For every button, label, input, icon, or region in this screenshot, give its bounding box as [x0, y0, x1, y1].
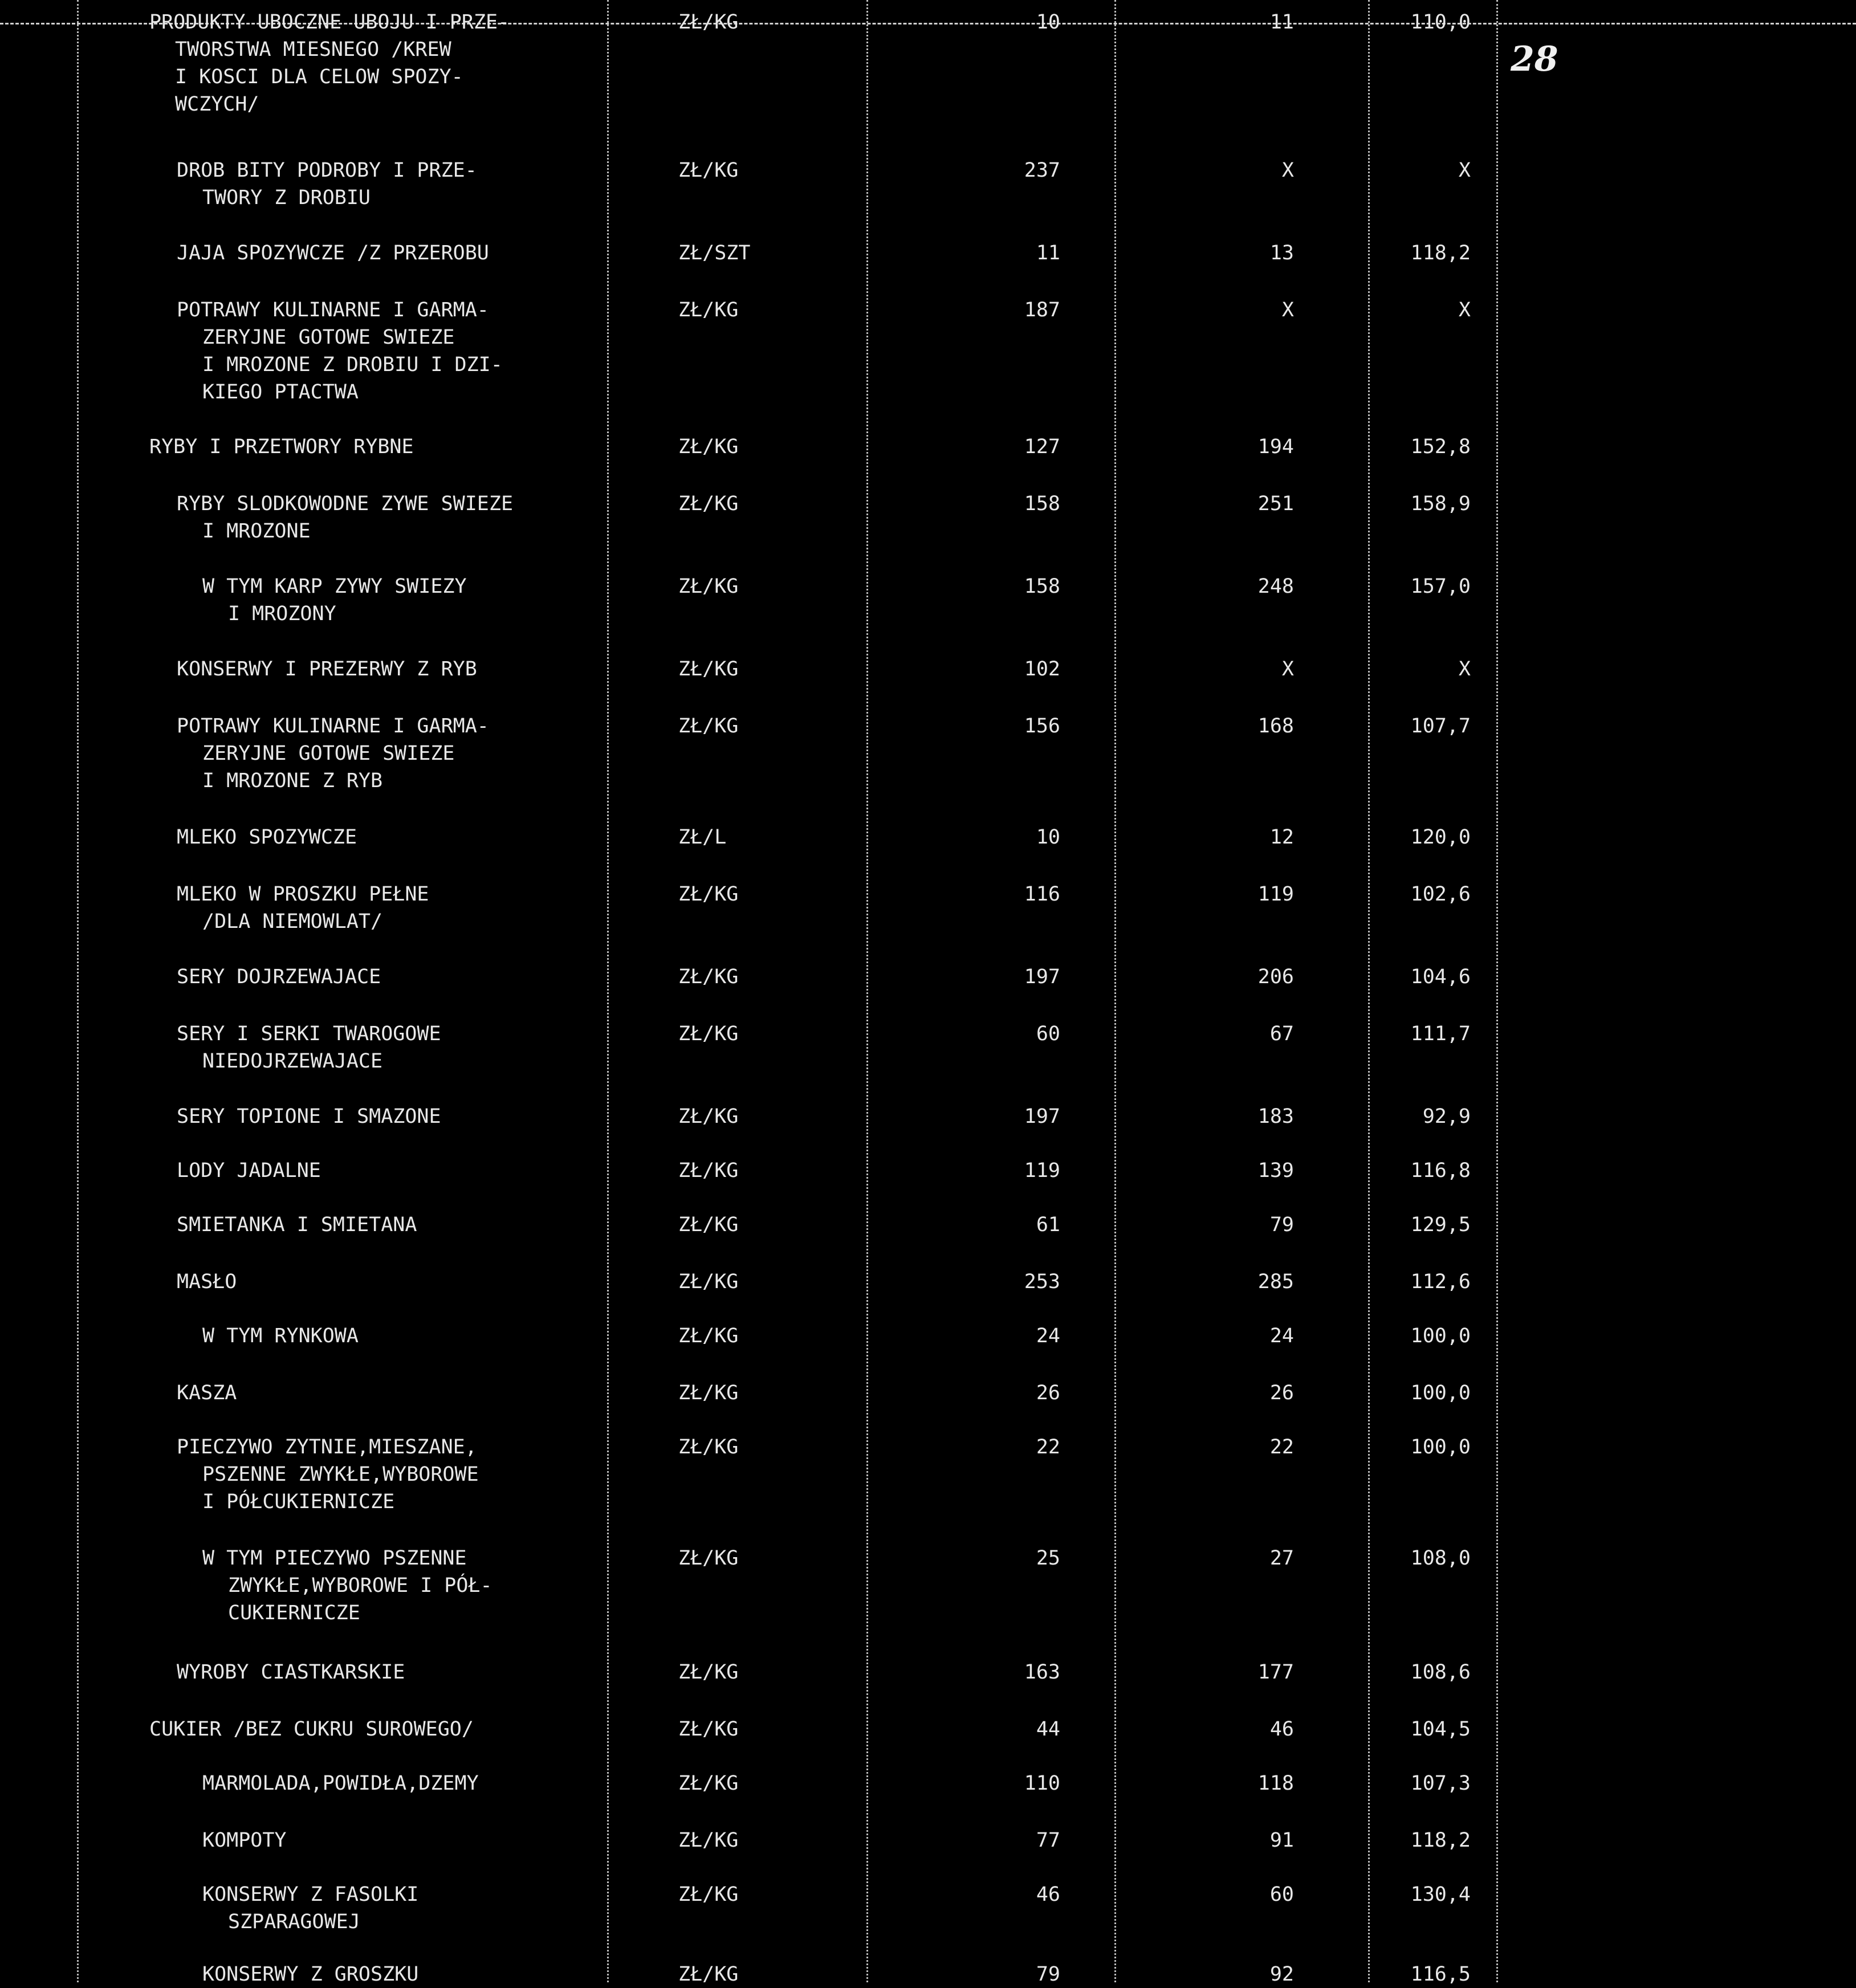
value-1-cell: 116 [1024, 883, 1060, 906]
product-name-line: I PÓŁCUKIERNICZE [202, 1490, 395, 1513]
value-2-cell: X [1281, 658, 1294, 681]
product-name-line: I MROZONE Z DROBIU I DZI- [202, 353, 503, 376]
unit-cell: ZŁ/KG [678, 1382, 739, 1404]
value-2-cell: 12 [1269, 826, 1294, 849]
value-1-cell: 61 [1036, 1213, 1060, 1236]
product-name [177, 824, 621, 851]
value-2-cell: 251 [1257, 492, 1294, 515]
index-cell: 100,0 [1410, 1325, 1471, 1347]
index-cell: 102,6 [1410, 883, 1471, 906]
value-2-cell: 139 [1257, 1159, 1294, 1182]
product-name-line: LODY JADALNE [177, 1159, 321, 1182]
product-name [177, 1433, 621, 1516]
value-2-cell: 91 [1269, 1829, 1294, 1852]
index-cell: 92,9 [1422, 1105, 1471, 1128]
product-name-line: MLEKO W PROSZKU PEŁNE [177, 883, 429, 906]
product-name-line: ZERYJNE GOTOWE SWIEZE [202, 742, 455, 765]
unit-cell: ZŁ/KG [678, 1963, 739, 1986]
unit-cell: ZŁ/KG [678, 1159, 739, 1182]
unit-cell: ZŁ/KG [678, 159, 739, 182]
value-1-cell: 158 [1024, 575, 1060, 598]
product-name-line: POTRAWY KULINARNE I GARMA- [177, 299, 489, 321]
value-1-cell: 25 [1036, 1547, 1060, 1570]
index-cell: 100,0 [1410, 1436, 1471, 1459]
value-1-cell: 10 [1036, 826, 1060, 849]
product-name [177, 1268, 621, 1296]
unit-cell: ZŁ/KG [678, 1661, 739, 1684]
index-cell: 152,8 [1410, 435, 1471, 458]
value-1-cell: 156 [1024, 715, 1060, 738]
value-2-cell: 168 [1257, 715, 1294, 738]
value-2-cell: 92 [1269, 1963, 1294, 1986]
unit-cell: ZŁ/SZT [678, 242, 751, 264]
value-1-cell: 77 [1036, 1829, 1060, 1852]
value-2-cell: 206 [1257, 966, 1294, 988]
index-cell: 110,0 [1410, 11, 1471, 34]
index-cell: 107,7 [1410, 715, 1471, 738]
product-name [177, 1103, 621, 1130]
product-name-line: PIECZYWO ZYTNIE,MIESZANE, [177, 1436, 477, 1459]
product-name-line: MLEKO SPOZYWCZE [177, 826, 357, 849]
product-name-line: KIEGO PTACTWA [202, 381, 359, 404]
product-name [202, 573, 647, 628]
value-1-cell: 119 [1024, 1159, 1060, 1182]
unit-cell: ZŁ/KG [678, 1718, 739, 1741]
value-1-cell: 79 [1036, 1963, 1060, 1986]
product-name-line: SMIETANKA I SMIETANA [177, 1213, 417, 1236]
column-divider-v1 [1114, 0, 1116, 1982]
index-cell: 118,2 [1410, 1829, 1471, 1852]
unit-cell: ZŁ/KG [678, 1547, 739, 1570]
product-name-line: CUKIER /BEZ CUKRU SUROWEGO/ [149, 1718, 474, 1741]
index-cell: 129,5 [1410, 1213, 1471, 1236]
unit-cell: ZŁ/L [678, 826, 727, 849]
product-name-line: POTRAWY KULINARNE I GARMA- [177, 715, 489, 738]
product-name [177, 1020, 621, 1075]
product-name [202, 1545, 647, 1627]
value-2-cell: 67 [1269, 1022, 1294, 1045]
unit-cell: ZŁ/KG [678, 1883, 739, 1906]
product-name-line: SZPARAGOWEJ [228, 1910, 360, 1933]
product-name [202, 1961, 647, 1988]
index-cell: 104,6 [1410, 966, 1471, 988]
product-name [177, 1659, 621, 1686]
unit-cell: ZŁ/KG [678, 1829, 739, 1852]
unit-cell: ZŁ/KG [678, 1436, 739, 1459]
value-1-cell: 237 [1024, 159, 1060, 182]
index-cell: 118,2 [1410, 242, 1471, 264]
value-1-cell: 11 [1036, 242, 1060, 264]
product-name [177, 655, 621, 683]
unit-cell: ZŁ/KG [678, 1105, 739, 1128]
product-name [177, 239, 621, 267]
product-name [149, 1716, 594, 1743]
product-name-line: KASZA [177, 1382, 237, 1404]
index-cell: 104,5 [1410, 1718, 1471, 1741]
product-name-line: I MROZONE [202, 520, 311, 543]
value-2-cell: 13 [1269, 242, 1294, 264]
value-2-cell: 11 [1269, 11, 1294, 34]
product-name-line: RYBY I PRZETWORY RYBNE [149, 435, 414, 458]
unit-cell: ZŁ/KG [678, 1270, 739, 1293]
product-name-line: I KOSCI DLA CELOW SPOZY- [175, 66, 463, 88]
value-1-cell: 197 [1024, 966, 1060, 988]
index-cell: 108,6 [1410, 1661, 1471, 1684]
product-name-line: /DLA NIEMOWLAT/ [202, 910, 383, 933]
unit-cell: ZŁ/KG [678, 1213, 739, 1236]
product-name-line: MARMOLADA,POWIDŁA,DZEMY [202, 1772, 479, 1795]
product-name-line: ZWYKŁE,WYBOROWE I PÓŁ- [228, 1574, 493, 1597]
product-name [177, 296, 621, 406]
column-divider-left [77, 0, 79, 1982]
unit-cell: ZŁ/KG [678, 492, 739, 515]
value-2-cell: 119 [1257, 883, 1294, 906]
unit-cell: ZŁ/KG [678, 883, 739, 906]
product-name-line: W TYM RYNKOWA [202, 1325, 359, 1347]
product-name-line: I MROZONE Z RYB [202, 769, 383, 792]
product-name-line: NIEDOJRZEWAJACE [202, 1050, 383, 1073]
value-1-cell: 10 [1036, 11, 1060, 34]
index-cell: 120,0 [1410, 826, 1471, 849]
value-2-cell: 24 [1269, 1325, 1294, 1347]
product-name-line: TWORSTWA MIESNEGO /KREW [175, 38, 451, 61]
value-1-cell: 197 [1024, 1105, 1060, 1128]
index-cell: X [1458, 299, 1471, 321]
product-name-line: KONSERWY I PREZERWY Z RYB [177, 658, 477, 681]
value-1-cell: 253 [1024, 1270, 1060, 1293]
index-cell: 111,7 [1410, 1022, 1471, 1045]
value-1-cell: 44 [1036, 1718, 1060, 1741]
product-name-line: MASŁO [177, 1270, 237, 1293]
value-2-cell: 79 [1269, 1213, 1294, 1236]
unit-cell: ZŁ/KG [678, 435, 739, 458]
value-2-cell: 118 [1257, 1772, 1294, 1795]
product-name [177, 881, 621, 935]
product-name [202, 1322, 647, 1350]
index-cell: 100,0 [1410, 1382, 1471, 1404]
product-name [202, 1770, 647, 1797]
product-name-line: JAJA SPOZYWCZE /Z PRZEROBU [177, 242, 489, 264]
product-name-line: KOMPOTY [202, 1829, 287, 1852]
value-2-cell: 285 [1257, 1270, 1294, 1293]
index-cell: 112,6 [1410, 1270, 1471, 1293]
value-2-cell: 60 [1269, 1883, 1294, 1906]
value-2-cell: 22 [1269, 1436, 1294, 1459]
unit-cell: ZŁ/KG [678, 1325, 739, 1347]
page-mark: 28 [1511, 39, 1558, 79]
product-name [149, 9, 594, 118]
product-name-line: DROB BITY PODROBY I PRZE- [177, 159, 477, 182]
product-name-line: CUKIERNICZE [228, 1602, 360, 1624]
product-name-line: I MROZONY [228, 602, 336, 625]
product-name [149, 433, 594, 461]
index-cell: 107,3 [1410, 1772, 1471, 1795]
product-name-line: WCZYCH/ [175, 93, 259, 116]
value-2-cell: 248 [1257, 575, 1294, 598]
product-name [202, 1827, 647, 1854]
index-cell: 130,4 [1410, 1883, 1471, 1906]
value-2-cell: 177 [1257, 1661, 1294, 1684]
value-1-cell: 127 [1024, 435, 1060, 458]
product-name [177, 1211, 621, 1239]
value-2-cell: X [1281, 299, 1294, 321]
product-name [177, 157, 621, 211]
product-name [177, 963, 621, 991]
product-name-line: SERY TOPIONE I SMAZONE [177, 1105, 441, 1128]
unit-cell: ZŁ/KG [678, 11, 739, 34]
unit-cell: ZŁ/KG [678, 658, 739, 681]
value-1-cell: 158 [1024, 492, 1060, 515]
product-name-line: KONSERWY Z GROSZKU [202, 1963, 419, 1986]
product-name-line: W TYM PIECZYWO PSZENNE [202, 1547, 467, 1570]
product-name-line: SERY DOJRZEWAJACE [177, 966, 381, 988]
product-name-line: TWORY Z DROBIU [202, 186, 371, 209]
product-name-line: RYBY SLODKOWODNE ZYWE SWIEZE [177, 492, 514, 515]
product-name [177, 712, 621, 795]
value-1-cell: 24 [1036, 1325, 1060, 1347]
product-name-line: ZERYJNE GOTOWE SWIEZE [202, 326, 455, 349]
product-name [177, 1157, 621, 1184]
value-2-cell: 194 [1257, 435, 1294, 458]
product-name-line: PRODUKTY UBOCZNE UBOJU I PRZE- [149, 11, 510, 34]
unit-cell: ZŁ/KG [678, 1022, 739, 1045]
column-divider-right [1496, 0, 1498, 1982]
unit-cell: ZŁ/KG [678, 715, 739, 738]
value-1-cell: 187 [1024, 299, 1060, 321]
index-cell: 108,0 [1410, 1547, 1471, 1570]
value-1-cell: 102 [1024, 658, 1060, 681]
unit-cell: ZŁ/KG [678, 299, 739, 321]
index-cell: 116,5 [1410, 1963, 1471, 1986]
value-1-cell: 110 [1024, 1772, 1060, 1795]
value-1-cell: 46 [1036, 1883, 1060, 1906]
product-name-line: KONSERWY Z FASOLKI [202, 1883, 419, 1906]
value-2-cell: 26 [1269, 1382, 1294, 1404]
value-2-cell: 183 [1257, 1105, 1294, 1128]
product-name [177, 1379, 621, 1407]
index-cell: X [1458, 658, 1471, 681]
product-name-line: PSZENNE ZWYKŁE,WYBOROWE [202, 1463, 479, 1486]
product-name-line: WYROBY CIASTKARSKIE [177, 1661, 405, 1684]
unit-cell: ZŁ/KG [678, 966, 739, 988]
index-cell: 157,0 [1410, 575, 1471, 598]
unit-cell: ZŁ/KG [678, 1772, 739, 1795]
value-1-cell: 26 [1036, 1382, 1060, 1404]
product-name [202, 1881, 647, 1936]
product-name-line: SERY I SERKI TWAROGOWE [177, 1022, 441, 1045]
value-1-cell: 163 [1024, 1661, 1060, 1684]
value-2-cell: 46 [1269, 1718, 1294, 1741]
index-cell: 116,8 [1410, 1159, 1471, 1182]
value-2-cell: 27 [1269, 1547, 1294, 1570]
product-name [177, 490, 621, 545]
index-cell: X [1458, 159, 1471, 182]
value-2-cell: X [1281, 159, 1294, 182]
unit-cell: ZŁ/KG [678, 575, 739, 598]
value-1-cell: 22 [1036, 1436, 1060, 1459]
column-divider-unit [866, 0, 868, 1982]
value-1-cell: 60 [1036, 1022, 1060, 1045]
index-cell: 158,9 [1410, 492, 1471, 515]
product-name-line: W TYM KARP ZYWY SWIEZY [202, 575, 467, 598]
